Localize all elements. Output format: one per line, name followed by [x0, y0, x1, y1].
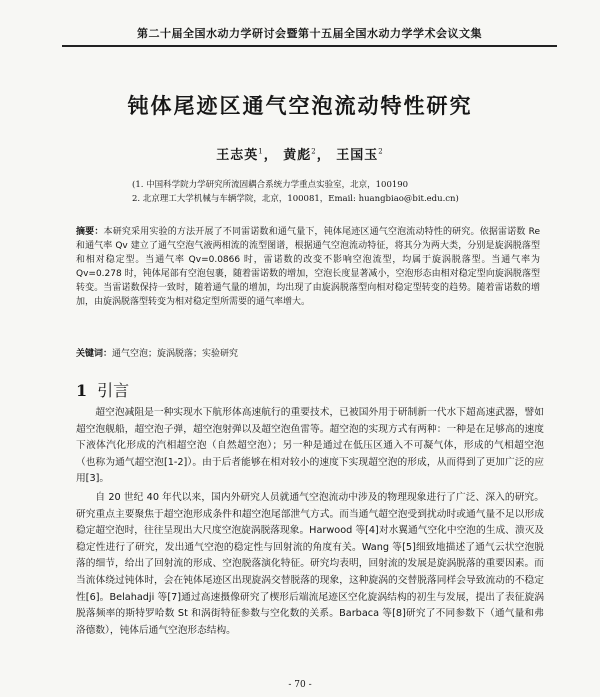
section-heading	[76, 378, 129, 401]
author-name: 王志英	[216, 148, 259, 163]
author-affiliation-mark: 2	[378, 147, 384, 156]
author-affiliation-mark: 1	[258, 147, 264, 156]
author-name: 王国玉	[336, 148, 379, 163]
affiliation-line: (1. 中国科学院力学研究所流固耦合系统力学重点实验室，北京，100190	[132, 180, 409, 190]
affiliation-line: 2. 北京理工大学机械与车辆学院，北京，100081，Email: huangbiao@bit.edu.cn)	[132, 194, 459, 204]
keywords-label: 关键词：	[76, 349, 113, 359]
keywords-text: 通气空泡；旋涡脱落；实验研究	[112, 349, 239, 359]
body-paragraph	[76, 405, 544, 488]
author-affiliation-mark: 2	[311, 147, 317, 156]
abstract	[76, 225, 540, 309]
abstract-label: 摘要：	[76, 227, 104, 237]
paragraph-text: 自 20 世纪 40 年代以来，国内外研究人员就通气空泡流动中涉及的物理现象进行了广泛、深入的研究。研究重点主要聚焦于超空泡形成条件和超空泡尾部泄气方式。而当通气超空泡受到扰动时或通气量不足以形成稳定超空泡时，往往呈现出大尺度空泡旋涡脱落现象。Harwood 等[4]对水翼通气空化中空泡的生成、溃灭及稳定性进行了研究，发出通气空泡的稳定性与回射流的角度有关。Wang 等[5]细致地描述了通气云状空泡脱落的细节，给出了回射流的形成、空泡脱落演化特征。研究均表明，回射流的发展是旋涡脱落的重要因素。而当流体绕过钝体时，会在钝体尾迹区出现旋涡交替脱落的现象，这种旋涡的交替脱落同样会导致流动的不稳定性[6]。Belahadji 等[7]通过高速摄像研究了楔形后端流尾迹区空化旋涡结构的初生与发展，提出了表征旋涡脱落频率的斯特罗哈数 St 和涡街特征参数与空化数的关系。Barbaca 等[8]研究了不同参数下（通气量和弗洛德数），钝体后通气空泡形态结构。	[76, 492, 544, 636]
author-list	[0, 144, 600, 163]
header-rule	[62, 45, 557, 47]
section-title: 引言	[97, 381, 130, 400]
section-number: 1	[76, 381, 88, 400]
paragraph-text: 超空泡减阻是一种实现水下航形体高速航行的重要技术，已被国外用于研制新一代水下超高速武器，譬如超空泡舰船，超空泡子弹，超空泡射弹以及超空泡鱼雷等。超空泡的实现方式有两种：一种是在足够高的速度下液体汽化形成的汽相超空泡（自然超空泡）；另一种是通过在低压区通入不可凝气体，形成的气相超空泡（也称为通气超空泡[1-2]）。由于后者能够在相对较小的速度下实现超空泡的形成，从而得到了更加广泛的应用[3]。	[76, 407, 544, 485]
page-number: - 70 -	[288, 680, 312, 690]
abstract-text: 本研究采用实验的方法开展了不同雷诺数和通气量下，钝体尾迹区通气空泡流动特性的研究。依据雷诺数 Re 和通气率 Qv 建立了通气空泡气液两相流的流型图谱，根据通气空泡流动特征，将其分为两大类，分别是旋涡脱落型和相对稳定型。当通气率 Qv=0.0866 时，雷诺数的改变不影响空泡流型，均属于旋涡脱落型。当通气率为 Qv=0.278 时，钝体尾部有空泡包裹，随着雷诺数的增加，空泡长度显著减小，空泡形态由相对稳定型向旋涡脱落型转变。当雷诺数保持一致时，随着通气量的增加，均出现了由旋涡脱落型向相对稳定型转变的趋势。随着雷诺数的增加，由旋涡脱落型转变为相对稳定型所需要的通气率增大。	[76, 227, 540, 307]
author-name: 黄彪	[283, 148, 312, 163]
author-separator: ，	[263, 148, 278, 163]
running-header: 第二十届全国水动力学研讨会暨第十五届全国水动力学学术会议文集	[137, 27, 482, 40]
keywords	[76, 346, 540, 359]
author-separator: ，	[316, 148, 331, 163]
body-paragraph	[76, 490, 544, 639]
paper-title: 钝体尾迹区通气空泡流动特性研究	[127, 94, 473, 118]
